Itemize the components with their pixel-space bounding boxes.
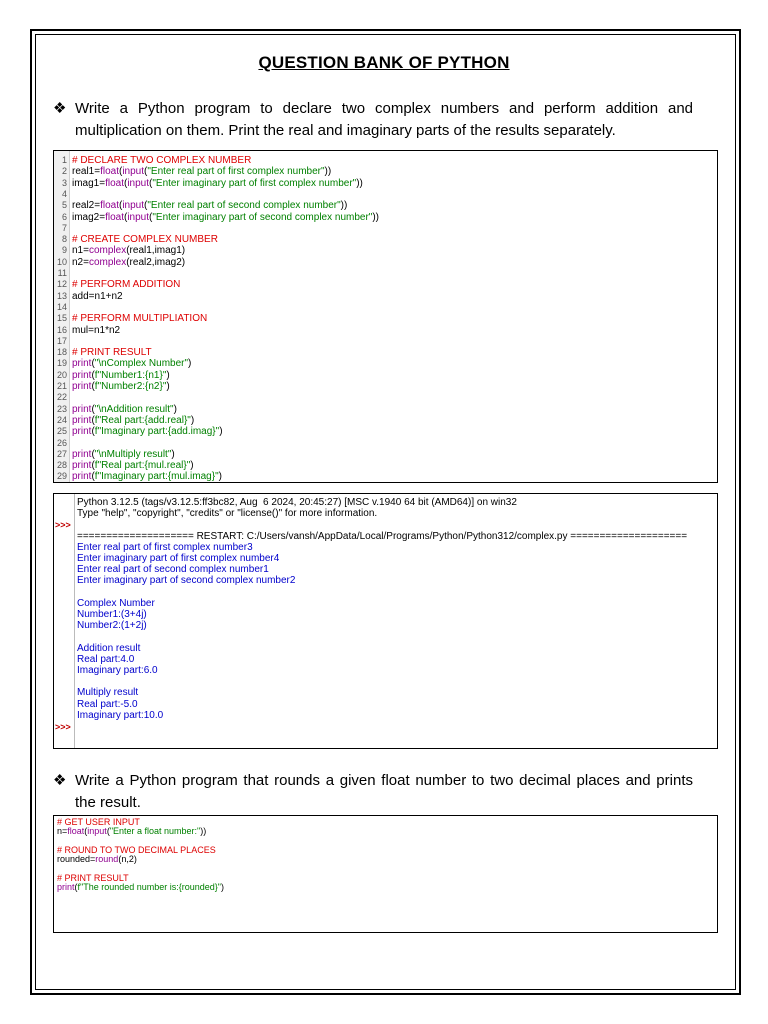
code-line bbox=[54, 155, 714, 166]
question-1-text: Write a Python program to declare two complex numbers and perform addition and multiplication on them. Print the real and imaginary parts of the results separately. bbox=[75, 100, 693, 139]
code-token: ) bbox=[190, 414, 195, 426]
code-token: ( bbox=[149, 211, 153, 223]
code-token: f"Real part:{add.real}" bbox=[94, 414, 191, 426]
code-line-text bbox=[72, 200, 347, 211]
line-number: 11 bbox=[57, 268, 67, 278]
code-token: n2= bbox=[72, 256, 89, 268]
code-token: float bbox=[67, 826, 85, 837]
code-token: print bbox=[72, 448, 92, 460]
code-token: ) bbox=[173, 403, 177, 415]
code-token: ) bbox=[166, 369, 170, 381]
line-number: 15 bbox=[56, 313, 67, 324]
code-token: ( bbox=[144, 200, 148, 212]
code-token: "\nAddition result" bbox=[94, 403, 174, 415]
shell-output-line: Number1:(3+4j) bbox=[77, 609, 147, 620]
code-line bbox=[54, 257, 714, 268]
python-shell-output bbox=[53, 493, 718, 749]
code-token: f"Real part:{mul.real}" bbox=[94, 460, 191, 472]
code-token: float bbox=[100, 166, 119, 178]
code-token: print bbox=[72, 460, 92, 472]
code-token: print bbox=[72, 381, 92, 392]
code-token: ( bbox=[91, 426, 95, 438]
code-token: ( bbox=[123, 211, 128, 223]
code-token: print bbox=[72, 426, 92, 438]
code-token: add=n1+n2 bbox=[72, 290, 123, 302]
code-token: n1= bbox=[72, 245, 89, 257]
code-token: ( bbox=[149, 177, 153, 189]
code-token: (real1,imag1) bbox=[126, 245, 186, 257]
code-line bbox=[54, 336, 714, 347]
code-token: real2= bbox=[72, 200, 101, 212]
code-token: ( bbox=[74, 882, 78, 893]
code-line bbox=[54, 313, 714, 324]
code-line-text bbox=[72, 325, 120, 336]
shell-output-line: Type "help", "copyright", "credits" or "license()" for more information. bbox=[77, 508, 378, 520]
code-token: "Enter real part of second complex number" bbox=[147, 200, 341, 212]
shell-output-line: Enter real part of second complex number1 bbox=[77, 564, 269, 576]
code-token: imag1= bbox=[72, 177, 106, 189]
line-number: 22 bbox=[56, 392, 67, 403]
code-line bbox=[54, 426, 714, 437]
code-line bbox=[54, 381, 714, 392]
shell-output-line: Real part:-5.0 bbox=[77, 698, 138, 710]
code-line-text bbox=[72, 313, 207, 324]
code-line bbox=[54, 370, 714, 381]
code-line bbox=[54, 449, 714, 460]
shell-prompt: >>> bbox=[55, 722, 71, 732]
code-line bbox=[54, 404, 714, 415]
line-number: 19 bbox=[56, 358, 67, 369]
code-token: print bbox=[72, 369, 92, 381]
code-token: )) bbox=[356, 177, 363, 189]
page-title: QUESTION BANK OF PYTHON bbox=[258, 53, 510, 72]
shell-output-line: Enter imaginary part of first complex number4 bbox=[77, 553, 280, 564]
code-editor-1 bbox=[53, 150, 718, 483]
line-number: 24 bbox=[56, 414, 67, 425]
code-line-text bbox=[72, 178, 363, 189]
code-line-text bbox=[72, 212, 379, 223]
question-2-text: Write a Python program that rounds a given float number to two decimal places and prints the result. bbox=[75, 772, 693, 811]
code-token: float bbox=[105, 211, 124, 223]
code-line bbox=[57, 882, 224, 892]
code-token: "Enter real part of first complex number" bbox=[147, 166, 325, 178]
code-token: ( bbox=[144, 166, 148, 178]
code-token: print bbox=[72, 414, 92, 426]
code-line bbox=[54, 189, 714, 200]
code-token: ( bbox=[106, 826, 110, 837]
code-token: ) bbox=[221, 882, 225, 893]
code-token: imag2= bbox=[72, 211, 106, 223]
line-number: 9 bbox=[61, 245, 67, 256]
code-line-text bbox=[72, 155, 251, 166]
line-number: 13 bbox=[56, 290, 67, 301]
code-token: f"Imaginary part:{add.imag}" bbox=[94, 426, 220, 438]
code-line bbox=[54, 291, 714, 302]
code-token: )) bbox=[340, 200, 348, 212]
code-line bbox=[54, 279, 714, 290]
code-token: "\nMultiply result" bbox=[94, 448, 172, 460]
line-number: 14 bbox=[56, 301, 67, 312]
code-token: complex bbox=[88, 245, 127, 257]
code-line-text bbox=[72, 291, 123, 302]
code-line-text bbox=[72, 381, 170, 392]
code-token: "Enter a float number:" bbox=[109, 826, 201, 837]
code-token: complex bbox=[88, 256, 127, 268]
code-line-text bbox=[72, 370, 170, 381]
code-line-text bbox=[72, 404, 177, 415]
code-line-text bbox=[72, 415, 194, 426]
code-token: input bbox=[127, 211, 150, 223]
line-number: 20 bbox=[56, 369, 67, 380]
line-number: 16 bbox=[56, 324, 67, 335]
code-token: # PRINT RESULT bbox=[72, 347, 152, 359]
code-line bbox=[54, 325, 714, 336]
code-line bbox=[54, 223, 714, 234]
code-token: ( bbox=[91, 471, 95, 483]
shell-output-line: Imaginary part:6.0 bbox=[77, 665, 158, 676]
line-number: 18 bbox=[56, 347, 67, 358]
code-token: ( bbox=[91, 381, 95, 392]
code-token: ( bbox=[91, 460, 95, 472]
shell-prompt-gutter bbox=[54, 494, 75, 748]
code-token: "Enter imaginary part of first complex number" bbox=[152, 177, 357, 189]
code-token: ( bbox=[91, 403, 95, 415]
code-token: f"Number1:{n1}" bbox=[94, 369, 167, 381]
shell-prompt: >>> bbox=[55, 520, 71, 531]
line-number: 2 bbox=[61, 166, 67, 177]
code-token: # PRINT RESULT bbox=[57, 872, 129, 883]
code-token: ( bbox=[91, 448, 95, 460]
code-line bbox=[54, 415, 714, 426]
code-line-text bbox=[72, 471, 222, 482]
code-line-text bbox=[72, 449, 175, 460]
question-1 bbox=[53, 98, 693, 142]
code-line bbox=[54, 438, 714, 449]
code-token: f"Number2:{n2}" bbox=[94, 381, 167, 392]
code-token: n= bbox=[57, 826, 68, 837]
shell-output-line: Complex Number bbox=[77, 597, 155, 609]
shell-output-line: Imaginary part:10.0 bbox=[77, 709, 164, 721]
code-token: # PERFORM ADDITION bbox=[72, 279, 181, 291]
question-2 bbox=[53, 770, 693, 814]
code-token: input bbox=[122, 200, 145, 212]
code-line bbox=[54, 234, 714, 245]
code-token: (n,2) bbox=[118, 854, 137, 865]
code-token: ) bbox=[171, 448, 175, 460]
shell-output-line: Enter imaginary part of second complex number2 bbox=[77, 575, 296, 587]
code-line-text bbox=[72, 166, 331, 177]
code-token: input bbox=[127, 177, 150, 189]
code-line-text bbox=[72, 279, 180, 290]
code-line-text bbox=[72, 234, 218, 245]
line-number: 1 bbox=[61, 155, 67, 165]
code-token: # ROUND TO TWO DECIMAL PLACES bbox=[57, 844, 216, 855]
shell-output-line: ==================== RESTART: C:/Users/vansh/AppData/Local/Programs/Python/Python312/complex.py ==================== bbox=[77, 530, 688, 542]
diamond-flower-icon: ❖ bbox=[53, 100, 67, 117]
code-token: f"The rounded number is:{rounded}" bbox=[77, 882, 222, 893]
code-token: float bbox=[100, 200, 119, 212]
code-token: rounded= bbox=[57, 854, 96, 865]
code-token: ) bbox=[188, 358, 192, 370]
diamond-flower-icon: ❖ bbox=[53, 772, 67, 789]
code-token: input bbox=[122, 166, 145, 178]
code-token: ( bbox=[91, 414, 95, 426]
line-number: 5 bbox=[61, 200, 67, 211]
code-line bbox=[57, 854, 137, 864]
code-token: print bbox=[72, 358, 92, 370]
code-line-text bbox=[72, 347, 152, 358]
code-token: (real2,imag2) bbox=[126, 256, 186, 268]
code-line-text bbox=[72, 245, 185, 256]
code-token: round bbox=[95, 854, 119, 865]
code-token: # GET USER INPUT bbox=[57, 817, 140, 827]
line-number: 25 bbox=[56, 426, 67, 437]
line-number: 23 bbox=[56, 403, 67, 414]
shell-output-line: Number2:(1+2j) bbox=[77, 620, 147, 632]
shell-output-line: Multiply result bbox=[77, 687, 139, 699]
code-token: "\nComplex Number" bbox=[94, 358, 189, 370]
code-token: print bbox=[57, 882, 75, 893]
code-line bbox=[54, 166, 714, 177]
code-token: float bbox=[105, 177, 124, 189]
code-line bbox=[57, 826, 206, 836]
code-token: input bbox=[87, 826, 107, 837]
code-token: ( bbox=[91, 358, 95, 370]
code-token: ( bbox=[91, 369, 95, 381]
code-token: ) bbox=[219, 426, 223, 438]
code-line-text bbox=[72, 460, 194, 471]
code-token: ( bbox=[84, 826, 88, 837]
code-token: )) bbox=[200, 826, 207, 837]
line-number: 12 bbox=[56, 279, 67, 290]
code-token: )) bbox=[372, 211, 380, 223]
code-line-text bbox=[72, 358, 191, 369]
code-token: ) bbox=[190, 460, 194, 472]
line-number: 8 bbox=[61, 234, 67, 245]
code-line bbox=[54, 200, 714, 211]
line-number: 28 bbox=[56, 460, 67, 471]
code-line bbox=[54, 245, 714, 256]
code-token: print bbox=[72, 471, 92, 483]
code-token: ( bbox=[118, 200, 123, 212]
line-number: 27 bbox=[56, 448, 67, 459]
code-line bbox=[54, 302, 714, 313]
code-token: print bbox=[72, 403, 92, 415]
code-token: mul=n1*n2 bbox=[72, 324, 121, 336]
shell-output-line: Enter real part of first complex number3 bbox=[77, 541, 253, 553]
code-token: )) bbox=[324, 166, 332, 178]
code-token: # PERFORM MULTIPLIATION bbox=[72, 313, 208, 325]
code-token: ( bbox=[118, 166, 123, 178]
line-number: 21 bbox=[56, 381, 67, 391]
code-line bbox=[54, 471, 714, 482]
code-token: real1= bbox=[72, 166, 101, 178]
code-line bbox=[54, 212, 714, 223]
code-token: f"Imaginary part:{mul.imag}" bbox=[94, 471, 219, 483]
code-editor-2 bbox=[53, 815, 718, 933]
code-token: ( bbox=[123, 177, 128, 189]
line-number: 6 bbox=[61, 211, 67, 222]
code-line-text bbox=[72, 257, 185, 268]
line-number: 17 bbox=[56, 335, 67, 346]
line-number: 29 bbox=[56, 471, 67, 482]
code-line bbox=[54, 347, 714, 358]
code-token: ) bbox=[166, 381, 170, 392]
code-line bbox=[54, 392, 714, 403]
line-number: 4 bbox=[61, 188, 67, 199]
shell-output-line: Python 3.12.5 (tags/v3.12.5:ff3bc82, Aug 6 2024, 20:45:27) [MSC v.1940 64 bit (AMD64)] on win32 bbox=[77, 497, 517, 508]
code-token: # CREATE COMPLEX NUMBER bbox=[72, 234, 218, 246]
code-token: # DECLARE TWO COMPLEX NUMBER bbox=[72, 155, 252, 166]
code-token: "Enter imaginary part of second complex number" bbox=[152, 211, 373, 223]
line-number: 10 bbox=[56, 256, 67, 267]
line-number: 26 bbox=[56, 437, 67, 448]
code-token: ) bbox=[218, 471, 222, 483]
code-line bbox=[54, 460, 714, 471]
line-number: 3 bbox=[61, 177, 67, 188]
code-line-text bbox=[72, 426, 223, 437]
code-line bbox=[54, 178, 714, 189]
code-line bbox=[54, 358, 714, 369]
shell-output-line: Real part:4.0 bbox=[77, 653, 135, 665]
code-line bbox=[54, 268, 714, 279]
line-number: 7 bbox=[61, 222, 67, 233]
shell-output-line: Addition result bbox=[77, 642, 141, 654]
